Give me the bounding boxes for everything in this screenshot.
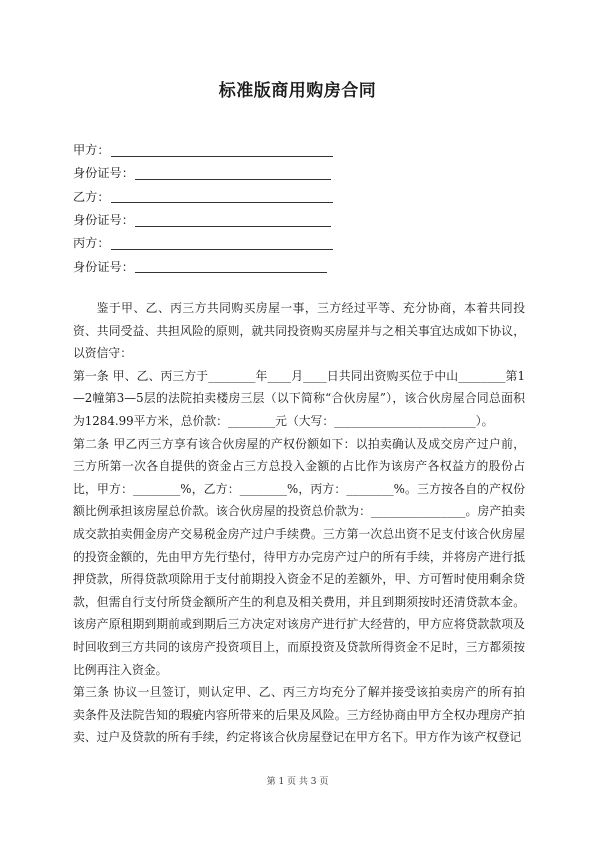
party-a-blank bbox=[111, 155, 333, 157]
party-b-id-blank bbox=[135, 225, 331, 227]
contract-body bbox=[73, 297, 525, 749]
party-b-id-label: 身份证号： bbox=[73, 213, 134, 228]
party-a-id-line bbox=[73, 161, 333, 184]
party-c-blank bbox=[111, 248, 333, 250]
party-a-label: 甲方： bbox=[73, 143, 110, 158]
party-a-line bbox=[73, 138, 333, 161]
article-1-paragraph: 第一条 甲、乙、丙三方于________年____月____日共同出资购买位于中山________第1—2幢第3—5层的法院拍卖楼房三层（以下简称“合伙房屋”），该合伙房屋合同总面积为1284.99平方米，总价款：________元（大写：________________________）。 bbox=[73, 368, 525, 428]
party-a-id-blank bbox=[135, 178, 331, 180]
party-b-line bbox=[73, 185, 333, 208]
party-a-id-label: 身份证号： bbox=[73, 166, 134, 181]
party-b-blank bbox=[111, 201, 333, 203]
article-2-paragraph: 第二条 甲乙丙三方享有该合伙房屋的产权份额如下：以拍卖确认及成交房产过户前，三方所第一次各自提供的资金占三方总投入金额的占比作为该房产各权益方的股份占比，甲方：________%，乙方：________%，丙方：________%。三方按各自的产权份额比例承担该房屋总价款。该合伙房屋的投资总价款为：________________。房产拍卖成交款拍卖佣金房产交易税金房产过户手续费。三方第一次总出资不足支付该合伙房屋的投资金额的，先由甲方先行垫付，待甲方办完房产过户的所有手续，并将房产进行抵押贷款，所得贷款项除用于支付前期投入资金不足的差额外，甲、方可暂时使用剩余贷款，但需自行支付所贷金额所产生的利息及相关费用，并且到期须按时还清贷款本金。该房产原租期到期前或到期后三方决定对该房产进行扩大经营的，甲方应将贷款款项及时回收到三方共同的该房产投资项目上，而原投资及贷款所得资金不足时，三方都须按比例再注入资金。 bbox=[73, 436, 525, 677]
preamble-paragraph: 鉴于甲、乙、丙三方共同购买房屋一事，三方经过平等、充分协商，本着共同投资、共同受益、共担风险的原则，就共同投资购买房屋并与之相关事宜达成如下协议，以资信守： bbox=[73, 301, 525, 361]
party-b-id-line bbox=[73, 208, 333, 231]
party-c-id-blank bbox=[135, 271, 327, 273]
party-c-line bbox=[73, 231, 333, 254]
party-c-id-line bbox=[73, 254, 333, 277]
party-b-label: 乙方： bbox=[73, 189, 110, 204]
party-fields bbox=[73, 138, 333, 278]
party-c-label: 丙方： bbox=[73, 236, 110, 251]
document-title: 标准版商用购房合同 bbox=[218, 81, 377, 101]
page-footer: 第 1 页 共 3 页 bbox=[266, 777, 329, 787]
party-c-id-label: 身份证号： bbox=[73, 259, 134, 274]
article-3-paragraph: 第三条 协议一旦签订，则认定甲、乙、丙三方均充分了解并接受该拍卖房产的所有拍卖条件及法院告知的瑕疵内容所带来的后果及风险。三方经协商由甲方全权办理房产拍卖、过户及贷款的所有手续，约定将该合伙房屋登记在甲方名下。甲方作为该产权登记 bbox=[73, 685, 525, 745]
